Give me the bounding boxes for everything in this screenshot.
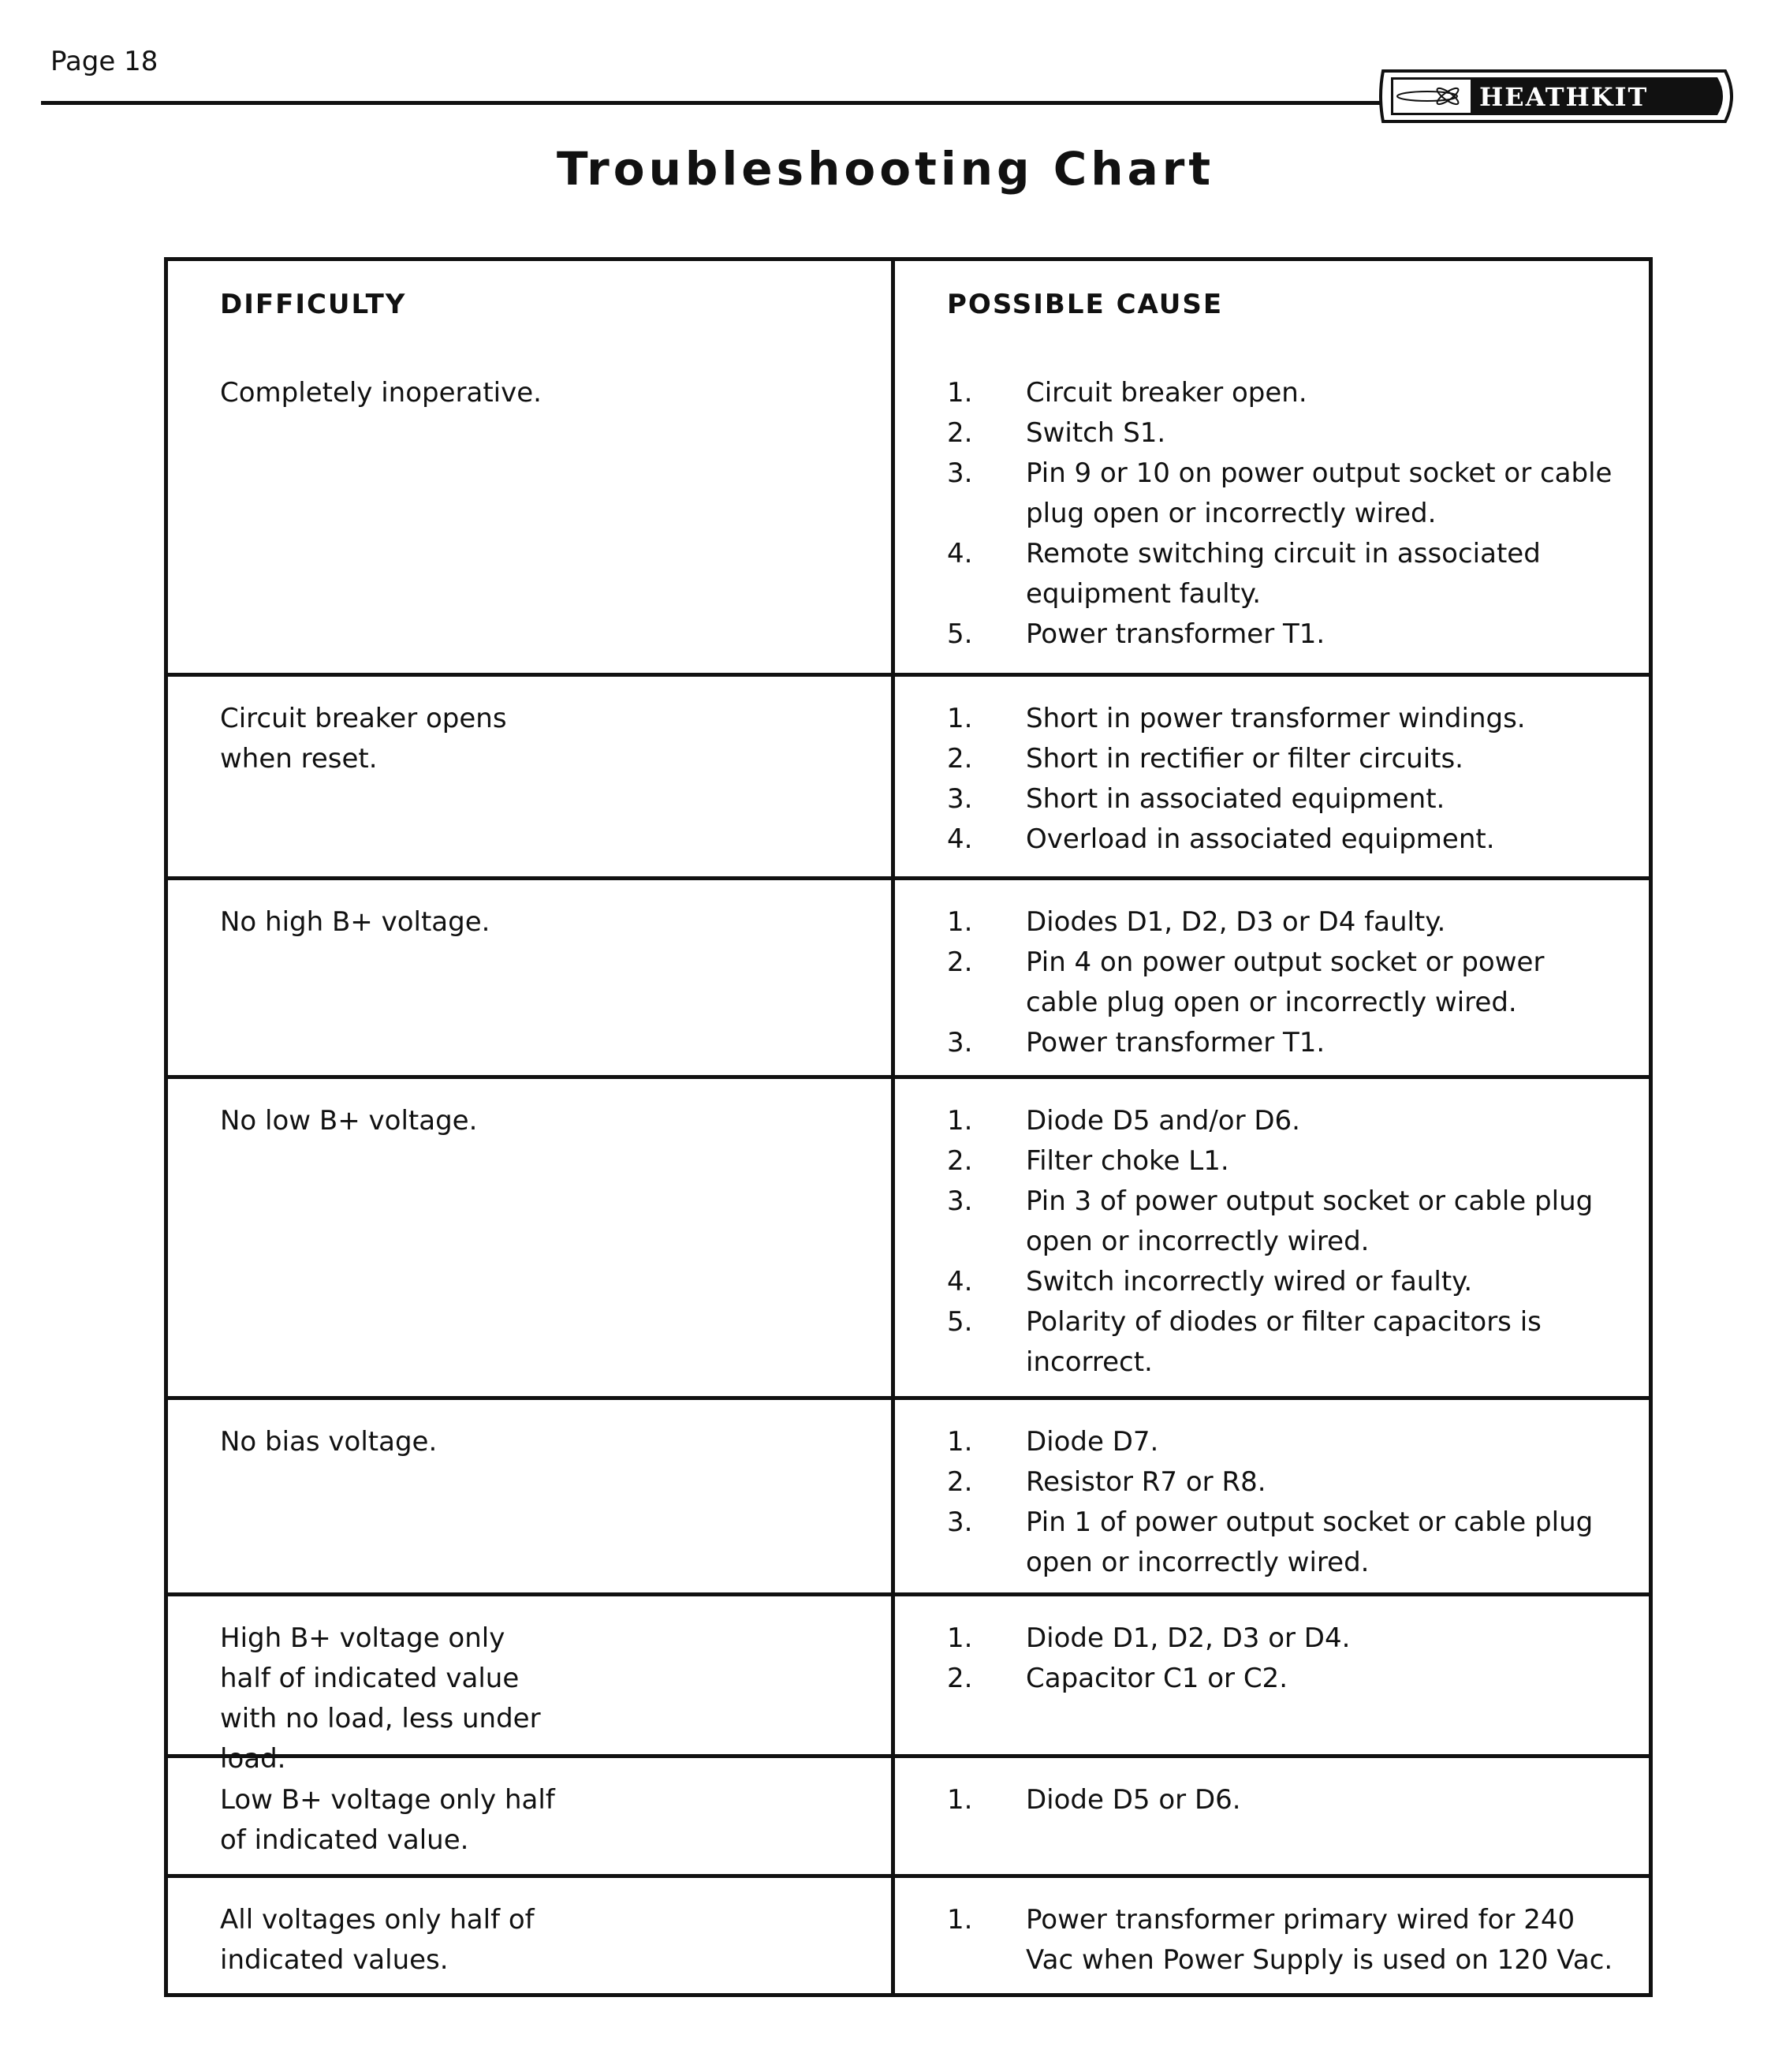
troubleshooting-table (164, 257, 1653, 1997)
cause-text: Short in power transformer windings. (1026, 703, 1526, 734)
cause-text: Pin 4 on power output socket or power cable plug open or incorrectly wired. (1026, 946, 1545, 1018)
cause-number: 1. (947, 1105, 973, 1137)
difficulty-cell: No high B+ voltage. (168, 880, 895, 1075)
cause-item (947, 699, 1649, 739)
cause-number: 1. (947, 1904, 973, 1936)
cause-text: Short in associated equipment. (1026, 783, 1445, 815)
cause-text: Pin 9 or 10 on power output socket or cable plug open or incorrectly wired. (1026, 457, 1613, 529)
header-possible-cause: POSSIBLE CAUSE (947, 289, 1224, 320)
cause-number: 2. (947, 1466, 973, 1498)
cause-number: 2. (947, 743, 973, 775)
cause-item (947, 1659, 1649, 1699)
table-row (168, 1754, 1649, 1874)
cause-cell (895, 1400, 1649, 1592)
cause-item (947, 1023, 1649, 1063)
cause-text: Resistor R7 or R8. (1026, 1466, 1266, 1498)
cause-item (947, 819, 1649, 860)
header-rule (41, 101, 1389, 105)
cause-text: Power transformer T1. (1026, 1027, 1325, 1058)
cause-number: 1. (947, 1622, 973, 1654)
difficulty-cell: Completely inoperative. (168, 351, 895, 673)
cause-item (947, 1302, 1649, 1383)
cause-number: 1. (947, 377, 973, 409)
cause-item (947, 1462, 1649, 1503)
cause-cell (895, 1758, 1649, 1874)
cause-number: 2. (947, 946, 973, 978)
cause-text: Diode D5 and/or D6. (1026, 1105, 1300, 1137)
cause-text: Diode D1, D2, D3 or D4. (1026, 1622, 1351, 1654)
difficulty-cell: All voltages only half of indicated values. (168, 1878, 895, 1993)
cause-text: Circuit breaker open. (1026, 377, 1307, 409)
cause-text: Short in rectifier or filter circuits. (1026, 743, 1463, 775)
cause-text: Overload in associated equipment. (1026, 823, 1495, 855)
page-title: Troubleshooting Chart (556, 142, 1215, 196)
difficulty-cell: No low B+ voltage. (168, 1079, 895, 1396)
cause-cell (895, 1878, 1649, 1993)
cause-text: Diodes D1, D2, D3 or D4 faulty. (1026, 906, 1446, 938)
svg-text:HEATHKIT: HEATHKIT (1479, 82, 1649, 112)
cause-cell (895, 677, 1649, 876)
cause-text: Power transformer primary wired for 240 Vac when Power Supply is used on 120 Vac. (1026, 1904, 1613, 1976)
cause-number: 2. (947, 1145, 973, 1177)
cause-text: Diode D7. (1026, 1426, 1159, 1458)
cause-item (947, 1182, 1649, 1262)
heathkit-logo (1378, 66, 1738, 126)
cause-text: Switch incorrectly wired or faulty. (1026, 1266, 1473, 1297)
cause-item (947, 534, 1649, 614)
cause-text: Filter choke L1. (1026, 1145, 1229, 1177)
cause-number: 1. (947, 1784, 973, 1816)
cause-item (947, 943, 1649, 1023)
difficulty-cell: No bias voltage. (168, 1400, 895, 1592)
cause-text: Diode D5 or D6. (1026, 1784, 1241, 1816)
difficulty-cell: Circuit breaker opens when reset. (168, 677, 895, 876)
cause-item (947, 1422, 1649, 1462)
cause-item (947, 614, 1649, 655)
cause-item (947, 1618, 1649, 1659)
cause-text: Pin 3 of power output socket or cable plug open or incorrectly wired. (1026, 1185, 1594, 1257)
cause-text: Pin 1 of power output socket or cable plug open or incorrectly wired. (1026, 1506, 1594, 1578)
cause-number: 1. (947, 1426, 973, 1458)
cause-item (947, 739, 1649, 779)
cause-item (947, 1780, 1649, 1820)
cause-item (947, 1101, 1649, 1141)
table-header-row (168, 261, 1649, 351)
table-row (168, 1874, 1649, 1993)
cause-cell (895, 1079, 1649, 1396)
cause-number: 5. (947, 618, 973, 650)
cause-number: 3. (947, 1506, 973, 1538)
cause-item (947, 1503, 1649, 1583)
cause-item (947, 373, 1649, 413)
page-number: Page 18 (50, 46, 158, 77)
cause-number: 4. (947, 823, 973, 855)
cause-number: 1. (947, 703, 973, 734)
cause-number: 4. (947, 1266, 973, 1297)
cause-item (947, 1141, 1649, 1182)
cause-text: Polarity of diodes or filter capacitors is incorrect. (1026, 1306, 1542, 1378)
cause-number: 1. (947, 906, 973, 938)
cause-number: 4. (947, 538, 973, 569)
cause-text: Power transformer T1. (1026, 618, 1325, 650)
cause-text: Capacitor C1 or C2. (1026, 1663, 1288, 1694)
table-row (168, 351, 1649, 673)
cause-item (947, 454, 1649, 534)
table-row (168, 876, 1649, 1075)
cause-item (947, 1262, 1649, 1302)
cause-item (947, 413, 1649, 454)
table-row (168, 673, 1649, 876)
cause-text: Switch S1. (1026, 417, 1166, 449)
cause-item (947, 1900, 1649, 1981)
cause-number: 3. (947, 1185, 973, 1217)
table-row (168, 1592, 1649, 1775)
cause-number: 5. (947, 1306, 973, 1338)
cause-number: 2. (947, 417, 973, 449)
difficulty-cell: High B+ voltage only half of indicated value with no load, less under load. (168, 1596, 895, 1754)
header-difficulty: DIFFICULTY (168, 261, 895, 351)
cause-number: 3. (947, 1027, 973, 1058)
difficulty-cell: Low B+ voltage only half of indicated value. (168, 1758, 895, 1874)
table-row (168, 1396, 1649, 1592)
table-row (168, 1075, 1649, 1396)
cause-item (947, 902, 1649, 943)
cause-cell (895, 351, 1649, 673)
cause-cell (895, 1596, 1649, 1754)
cause-item (947, 779, 1649, 819)
cause-number: 2. (947, 1663, 973, 1694)
cause-number: 3. (947, 457, 973, 489)
cause-number: 3. (947, 783, 973, 815)
cause-text: Remote switching circuit in associated equipment faulty. (1026, 538, 1541, 610)
cause-cell (895, 880, 1649, 1075)
